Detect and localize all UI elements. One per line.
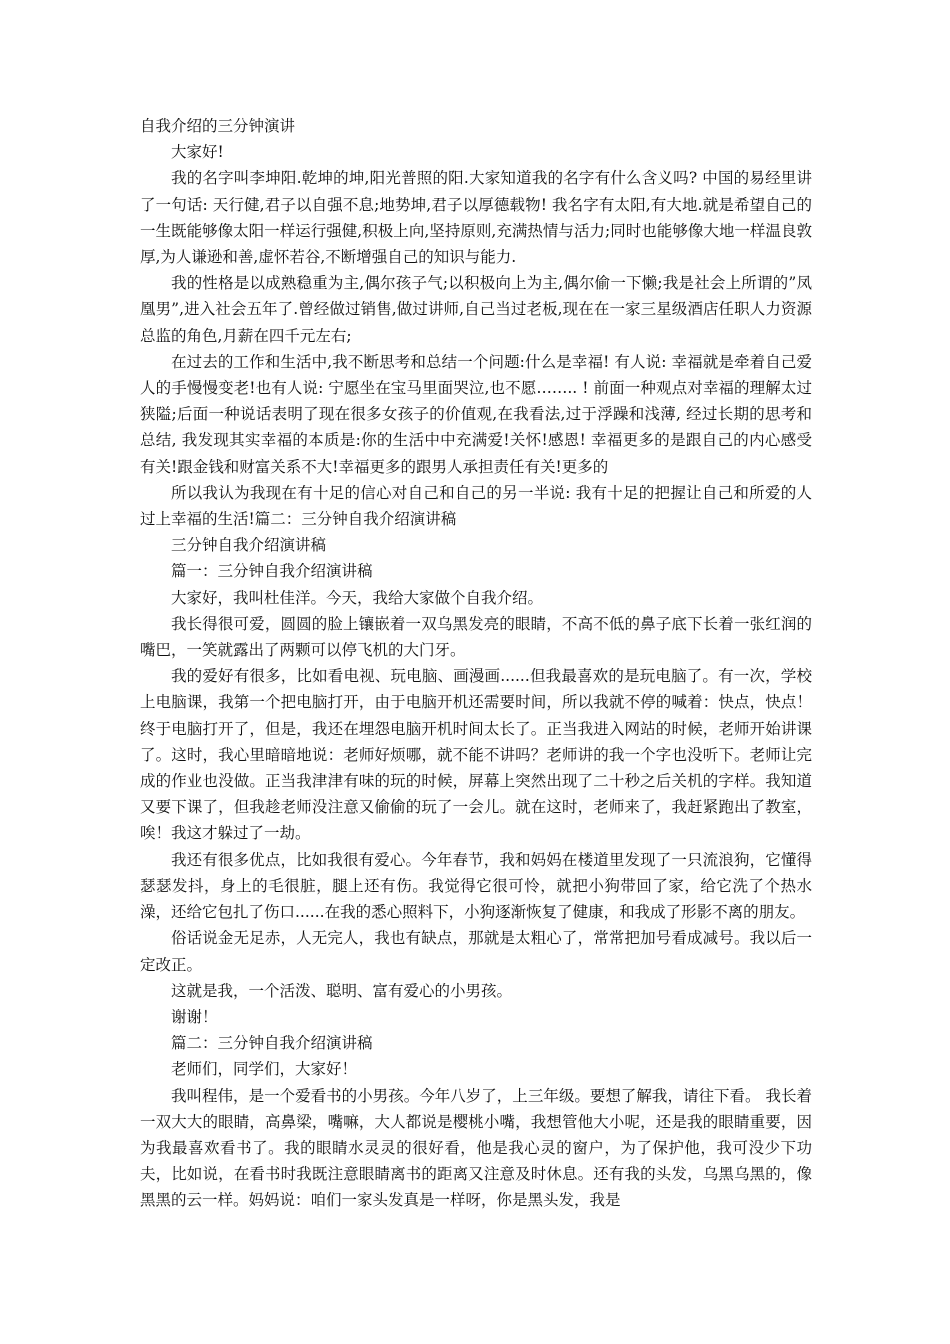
paragraph: 这就是我，一个活泼、聪明、富有爱心的小男孩。 xyxy=(171,981,513,1000)
paragraph: 我长得很可爱，圆圆的脸上镶嵌着一双乌黑发亮的眼睛，不高不低的鼻子底下长着一张红润的嘴巴，一笑就露出了两颗可以停飞机的大门牙。 xyxy=(140,614,812,660)
document-title: 自我介绍的三分钟演讲 xyxy=(140,117,296,135)
document-page xyxy=(140,113,812,1214)
paragraph: 我的性格是以成熟稳重为主,偶尔孩子气;以积极向上为主,偶尔偷一下懒;我是社会上所谓的”凤凰男”,进入社会五年了.曾经做过销售,做过讲师,自己当过老板,现在在一家三星级酒店任职人力资源总监的角色,月薪在四千元左右; xyxy=(140,274,812,345)
paragraph: 三分钟自我介绍演讲稿 xyxy=(171,536,327,555)
paragraph: 谢谢！ xyxy=(171,1007,218,1026)
paragraph: 在过去的工作和生活中,我不断思考和总结一个问题:什么是幸福! 有人说: 幸福就是牵着自己爱人的手慢慢变老!也有人说: 宁愿坐在宝马里面哭泣,也不愿…….. ! 前面一种观点对幸福的理解太过狭隘;后面一种说话表明了现在很多女孩子的价值观,在我看法,过于浮躁和浅薄, 经过长期的思考和总结, 我发现其实幸福的本质是:你的生活中中充满爱!关怀!感恩! 幸福更多的是跟自己的内心感受有关!跟金钱和财富关系不大!幸福更多的跟男人承担责任有关!更多的 xyxy=(140,352,812,476)
paragraph: 俗话说金无足赤，人无完人，我也有缺点，那就是太粗心了，常常把加号看成减号。我以后一定改正。 xyxy=(140,929,812,974)
paragraph: 大家好，我叫杜佳洋。今天，我给大家做个自我介绍。 xyxy=(171,588,544,607)
paragraph: 我还有很多优点，比如我很有爱心。今年春节，我和妈妈在楼道里发现了一只流浪狗，它懂得瑟瑟发抖，身上的毛很脏，腿上还有伤。我觉得它很可怜，就把小狗带回了家，给它洗了个热水澡，还给它包扎了伤口......在我的悉心照料下，小狗逐渐恢复了健康，和我成了形影不离的朋友。 xyxy=(140,850,812,922)
paragraph: 篇一：三分钟自我介绍演讲稿 xyxy=(171,562,373,581)
paragraph: 我的名字叫李坤阳.乾坤的坤,阳光普照的阳.大家知道我的名字有什么含义吗? 中国的易经里讲了一句话: 天行健,君子以自强不息;地势坤,君子以厚德载物! 我名字有太阳,有大地.就是希望自己的一生既能够像太阳一样运行强健,积极上向,坚持原则,充满热情与活力;同时也能够像大地一样温良敦厚,为人谦逊和善,虚怀若谷,不断增强自己的知识与能力. xyxy=(140,169,812,267)
paragraph: 所以我认为我现在有十足的信心对自己和自己的另一半说: 我有十足的把握让自己和所爱的人过上幸福的生活!篇二：三分钟自我介绍演讲稿 xyxy=(140,483,812,529)
paragraph: 大家好! xyxy=(171,143,224,162)
paragraph: 我的爱好有很多，比如看电视、玩电脑、画漫画......但我最喜欢的是玩电脑了。有一次，学校上电脑课，我第一个把电脑打开，由于电脑开机还需要时间，所以我就不停的喊着：快点，快点！终于电脑打开了，但是，我还在埋怨电脑开机时间太长了。正当我进入网站的时候，老师开始讲课了。这时，我心里暗暗地说：老师好烦哪，就不能不讲吗？老师讲的我一个字也没听下。老师让完成的作业也没做。正当我津津有味的玩的时候，屏幕上突然出现了二十秒之后关机的字样。我知道又要下课了，但我趁老师没注意又偷偷的玩了一会儿。就在这时，老师来了，我赶紧跑出了教室，唉！我这才躲过了一劫。 xyxy=(140,667,812,843)
paragraph: 篇二：三分钟自我介绍演讲稿 xyxy=(171,1034,373,1053)
paragraph: 我叫程伟，是一个爱看书的小男孩。今年八岁了，上三年级。要想了解我，请往下看。 我长着一双大大的眼睛，高鼻梁，嘴嘛，大人都说是樱桃小嘴，我想管他大小呢，还是我的眼睛重要，因为我最喜欢看书了。我的眼睛水灵灵的很好看，他是我心灵的窗户，为了保护他，我可没少下功夫，比如说，在看书时我既注意眼睛离书的距离又注意及时休息。还有我的头发，乌黑乌黑的，像黑黑的云一样。妈妈说：咱们一家头发真是一样呀，你是黑头发，我是 xyxy=(140,1086,812,1210)
paragraph: 老师们，同学们，大家好！ xyxy=(171,1060,358,1079)
